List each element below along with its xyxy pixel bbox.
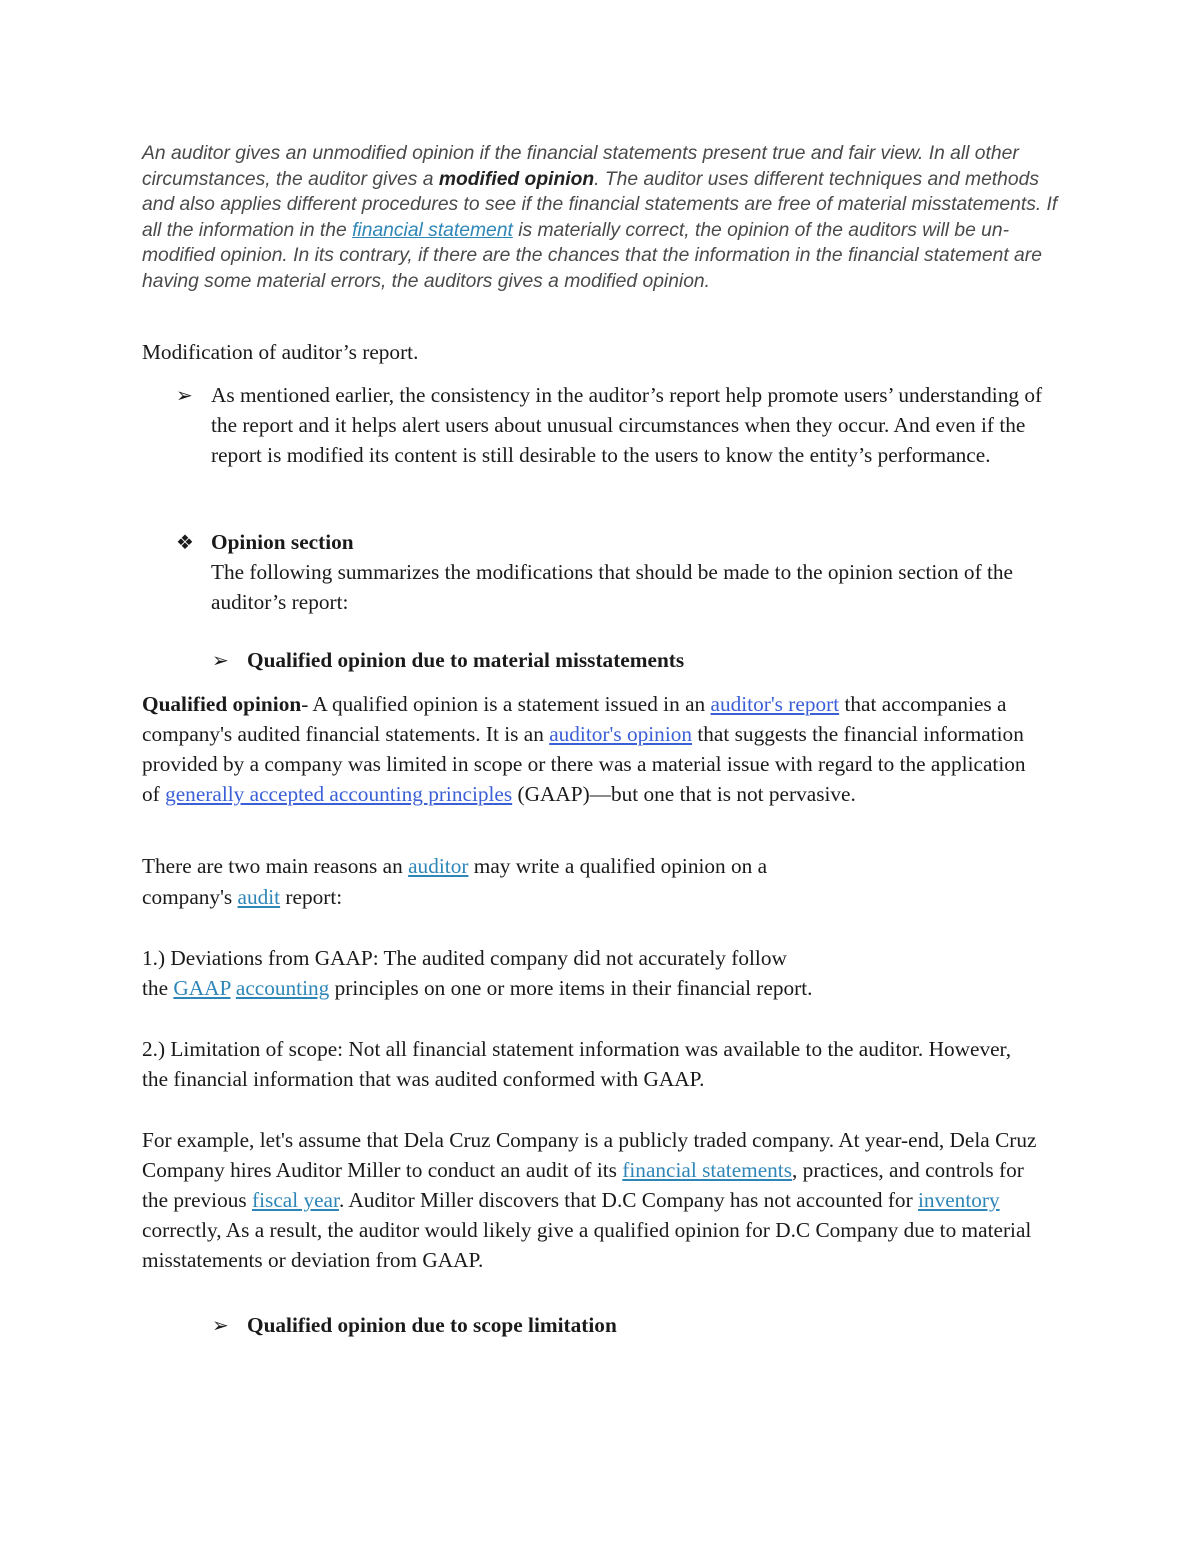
link-accounting[interactable]: accounting (235, 976, 330, 1000)
qualified-opinion-term: Qualified opinion (142, 692, 302, 716)
item1-text-2: principles on one or more items in their financial report. (329, 976, 813, 1000)
item-1-line-1: 1.) Deviations from GAAP: The audited company did not accurately follow (142, 946, 787, 970)
intro-text-3: is materially correct, the opinion of the auditors will be un-modified opinion. In its contrary, if there are the chances that the information in the financial statement are having some material errors, the auditors gives a modified opinion. (142, 219, 1042, 292)
reasons-line-2 (142, 882, 342, 912)
section-heading: Modification of auditor’s report. (142, 340, 419, 364)
arrow-bullet-icon: ➢ (212, 1313, 229, 1337)
reasons-line-1 (142, 851, 767, 881)
qualified-text-4: (GAAP)—but one that is not pervasive. (512, 782, 856, 806)
diamond-bullet-icon: ❖ (176, 530, 194, 554)
opinion-section-text: The following summarizes the modifications that should be made to the opinion section of the auditor’s report: (211, 560, 1014, 614)
link-financial-statement[interactable]: financial statement (352, 219, 513, 241)
reasons-text-2: may write a qualified opinion on a (468, 854, 768, 878)
example-paragraph (142, 1125, 1052, 1275)
subheading-material-misstatements: Qualified opinion due to material misstatements (247, 648, 685, 672)
example-text-1: For example, let's assume that Dela Cruz Company is a publicly traded company. At year-end, Dela Cruz Company hires Auditor Miller to conduct an audit of its (142, 1128, 1037, 1182)
intro-bold-term: modified opinion (438, 168, 595, 190)
example-text-2: , practices, and controls for the previous (142, 1158, 1024, 1212)
item-1-line-2 (142, 973, 813, 1003)
link-gaap-principles[interactable]: generally accepted accounting principles (165, 782, 513, 806)
link-inventory[interactable]: inventory (918, 1188, 1000, 1212)
link-audit[interactable]: audit (237, 885, 281, 909)
opinion-section-title: Opinion section (211, 530, 354, 554)
qualified-opinion-paragraph (142, 689, 1047, 809)
bullet-paragraph: As mentioned earlier, the consistency in the auditor’s report help promote users’ understanding of the report and it helps alert users about unusual circumstances when they occur. And even if the report is modified its content is still desirable to the users to know the entity’s performance. (211, 383, 1043, 467)
link-gaap[interactable]: GAAP (173, 976, 231, 1000)
reasons-text-4: report: (280, 885, 343, 909)
link-auditors-report[interactable]: auditor's report (710, 692, 840, 716)
link-auditor[interactable]: auditor (408, 854, 469, 878)
arrow-bullet-icon: ➢ (212, 648, 229, 672)
link-financial-statements[interactable]: financial statements (622, 1158, 793, 1182)
reasons-text-1: There are two main reasons an (142, 854, 409, 878)
arrow-bullet-icon: ➢ (176, 383, 193, 407)
link-fiscal-year[interactable]: fiscal year (252, 1188, 339, 1212)
link-auditors-opinion[interactable]: auditor's opinion (549, 722, 693, 746)
reasons-text-3: company's (142, 885, 238, 909)
intro-text-2: . The auditor uses different techniques and methods and also applies different procedures to see if the financial statements are free of material misstatements. If all the information in the (142, 168, 1058, 241)
subheading-scope-limitation: Qualified opinion due to scope limitation (247, 1313, 617, 1337)
item1-text-1: the (142, 976, 174, 1000)
qualified-text-3: that suggests the financial information provided by a company was limited in scope or there was a material issue with regard to the application of (142, 722, 1026, 806)
intro-paragraph (142, 141, 1062, 295)
example-text-4: correctly, As a result, the auditor would likely give a qualified opinion for D.C Company due to material misstatements or deviation from GAAP. (142, 1218, 1032, 1272)
qualified-text-2: that accompanies a company's audited financial statements. It is an (142, 692, 1007, 746)
qualified-text-1: - A qualified opinion is a statement issued in an (301, 692, 711, 716)
item-2-paragraph: 2.) Limitation of scope: Not all financial statement information was available to the auditor. However, the financial information that was audited conformed with GAAP. (142, 1037, 1012, 1091)
intro-text-1: An auditor gives an unmodified opinion if the financial statements present true and fair view. In all other circumstances, the auditor gives a (142, 143, 1019, 190)
example-text-3: . Auditor Miller discovers that D.C Company has not accounted for (338, 1188, 918, 1212)
